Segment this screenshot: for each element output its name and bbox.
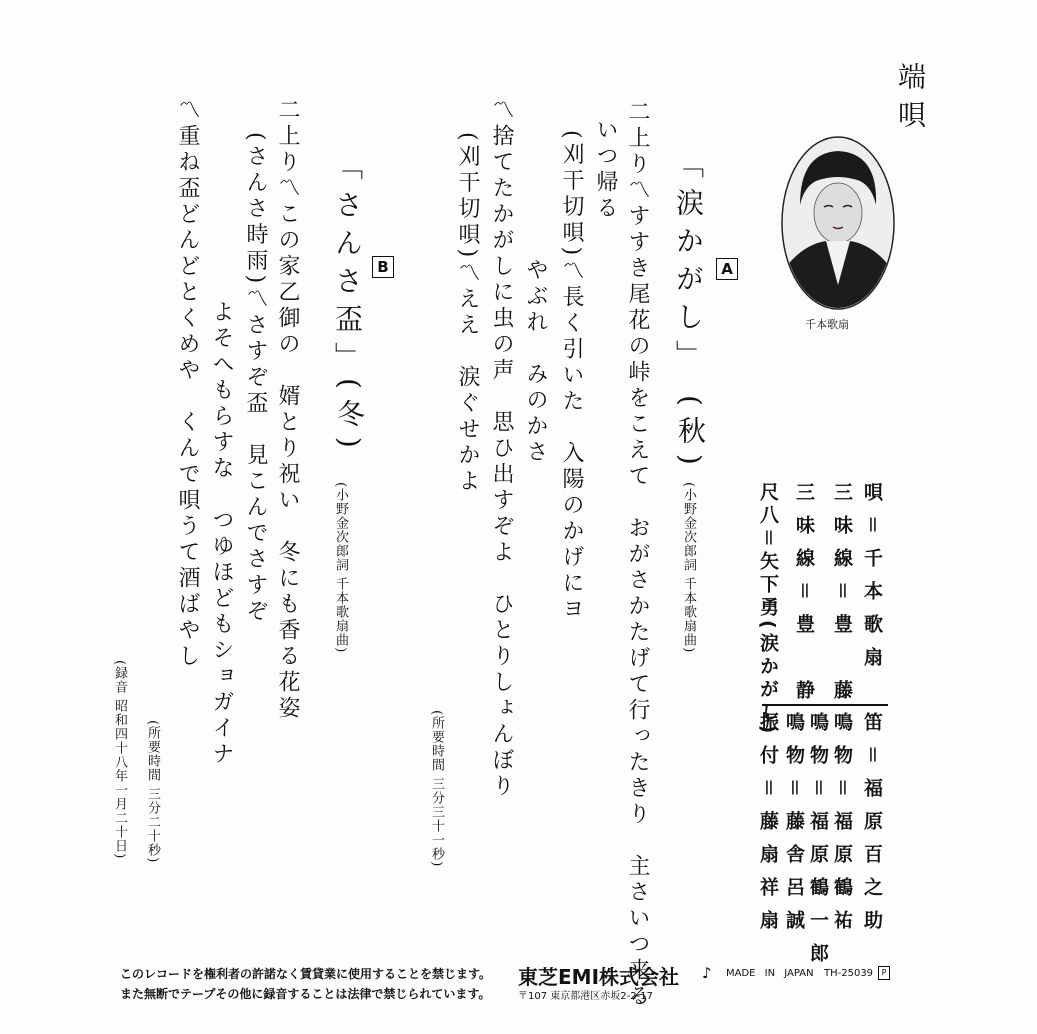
- side-b-season: (冬): [333, 378, 366, 458]
- cast-divider: [762, 704, 888, 706]
- cast-shamisen-2: 三味線＝豊 静: [793, 482, 815, 714]
- singer-portrait: [780, 135, 896, 311]
- recording-date: (録音 昭和四十八年一月二十日): [112, 660, 127, 860]
- cast-shamisen-1: 三味線＝豊 藤: [831, 482, 853, 714]
- genre-title: 端唄: [894, 62, 927, 138]
- recording-notice: また無断でテープその他に録音することは法律で禁じられています。: [120, 987, 491, 1001]
- side-b-credit: (小野金次郎詞 千本歌扇曲): [333, 482, 348, 654]
- cast-narimono-2: 鳴物＝福原鶴一郎: [807, 712, 829, 977]
- cast-narimono-3: 鳴物＝藤舎呂誠: [783, 712, 805, 944]
- company-address: 〒107 東京都港区赤坂2-2-17: [518, 991, 653, 1002]
- side-b-title: 「さんさ盃」: [331, 152, 364, 380]
- side-b-line-1: 二上り〽この家乙御の 婿とり祝い 冬にも香る花姿: [275, 98, 300, 722]
- side-b-duration: (所要時間 三分二十秒): [145, 720, 160, 864]
- record-logo-icon: ♪: [702, 964, 712, 982]
- cast-vocal: 唄＝千本歌扇: [861, 482, 883, 681]
- side-a-line-3: (刈干切唄)〽長く引いた 入陽のかげにヨ: [559, 130, 584, 624]
- side-a-credit: (小野金次郎詞 千本歌扇曲): [681, 482, 696, 654]
- side-a-title: 「涙かがし」: [672, 150, 705, 378]
- cast-shakuhachi: 尺八＝矢下勇(涙かがし): [757, 482, 779, 738]
- cast-choreography: 振付＝藤扇祥扇: [757, 712, 779, 944]
- side-a-line-2: いつ帰る: [593, 118, 618, 222]
- side-a-line-4: やぶれ みのかさ: [523, 258, 548, 466]
- rental-notice: このレコードを権利者の許諾なく賃貸業に使用することを禁じます。: [120, 967, 492, 981]
- cast-narimono-1: 鳴物＝福原鶴祐: [831, 712, 853, 944]
- side-a-duration: (所要時間 三分三十一秒): [429, 710, 444, 868]
- company-name: 東芝EMI株式会社: [518, 965, 680, 989]
- side-a-season: (秋): [674, 395, 707, 475]
- portrait-caption: 千本歌扇: [805, 318, 849, 331]
- side-b-line-2: (さんさ時雨)〽さすぞ盃 見こんでさすぞ: [243, 132, 268, 626]
- cast-flute: 笛＝福原百之助: [861, 712, 883, 944]
- side-b-line-4: 〽重ね盃どんどとくめや くんで唄うて酒ばやし: [175, 98, 200, 670]
- side-a-line-6: (刈干切唄)〽ええ 涙ぐせかよ: [455, 132, 480, 496]
- side-b-badge: B: [372, 256, 394, 278]
- side-a-line-1: 二上り〽すすき尾花の峠をこえて おがさかたげて行ったきり 主さいつ来る: [625, 100, 650, 1010]
- side-a-line-5: 〽捨てたかがしに虫の声 思ひ出すぞよ ひとりしょんぼり: [489, 98, 514, 800]
- side-b-line-3: よそへもらすな つゆほどもショガイナ: [209, 300, 234, 768]
- catalog-number: TH-25039: [824, 968, 874, 979]
- made-in: MADE IN JAPAN: [726, 968, 814, 979]
- side-a-badge: A: [716, 258, 738, 280]
- rental-mark-icon: P: [878, 966, 890, 980]
